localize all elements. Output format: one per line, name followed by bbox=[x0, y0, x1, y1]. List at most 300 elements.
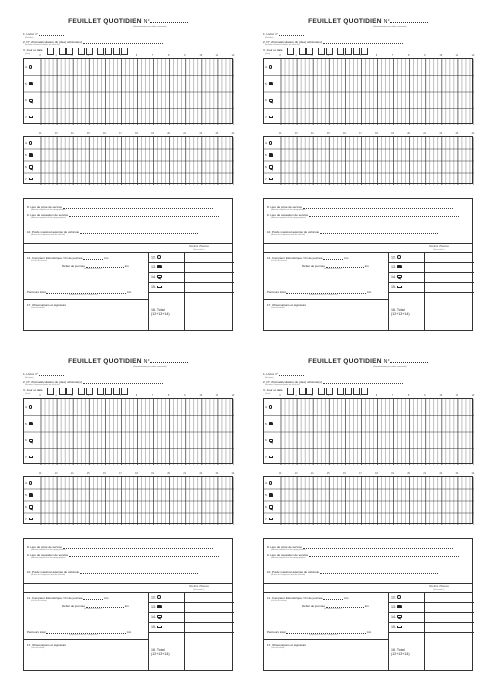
booklet-label: 1. Livret n° bbox=[23, 32, 38, 36]
hours-count-header: Nombre d'heures bbox=[189, 245, 209, 248]
row-number: 7. bbox=[265, 454, 268, 459]
total-row-13 bbox=[151, 605, 162, 609]
grand-total-label: 16. Total bbox=[151, 648, 165, 652]
sheet-number-field[interactable] bbox=[150, 17, 188, 23]
magnifier-icon bbox=[397, 255, 401, 259]
daily-sheet bbox=[263, 357, 473, 672]
hour-label: 21 bbox=[423, 471, 427, 475]
summary-panel bbox=[263, 538, 473, 671]
hour-label: 2 bbox=[311, 53, 313, 57]
odometer-note: (à la fin du service) bbox=[31, 600, 47, 603]
hour-label: 11 bbox=[215, 53, 219, 57]
grid-lines bbox=[24, 59, 234, 125]
total-12-label: 12. bbox=[391, 595, 396, 600]
booklet-line bbox=[23, 32, 64, 36]
hours-total-field[interactable] bbox=[185, 593, 233, 670]
observations-note: (Visa du salarié) bbox=[271, 647, 285, 650]
odometer-note: (à la fin du service) bbox=[271, 600, 287, 603]
divider bbox=[264, 299, 388, 300]
grand-total-label: 16. Total bbox=[391, 308, 405, 312]
bed-icon bbox=[29, 116, 34, 118]
observations-area[interactable] bbox=[266, 311, 386, 329]
observations-label: 17. Observations et signature bbox=[27, 643, 67, 647]
row-number: 5. bbox=[25, 81, 28, 86]
row-number: 7. bbox=[265, 114, 268, 119]
hour-label: 1 bbox=[295, 53, 297, 57]
time-grid-bottom[interactable] bbox=[263, 476, 473, 524]
start-day-label: Début de journée bbox=[302, 264, 326, 268]
hours-count-note: (Sous-total h) bbox=[193, 588, 205, 591]
hour-label: 14 bbox=[70, 471, 74, 475]
hour-label: 7 bbox=[151, 53, 154, 57]
registration-field[interactable] bbox=[83, 380, 163, 384]
km-unit: km bbox=[127, 290, 132, 294]
observations-area[interactable] bbox=[266, 651, 386, 669]
hour-label: 4 bbox=[343, 393, 345, 397]
grand-total bbox=[391, 648, 410, 657]
truck-icon bbox=[29, 82, 34, 85]
activity-row-label bbox=[265, 517, 273, 521]
truck-icon bbox=[269, 493, 274, 496]
observations-note: (Visa du salarié) bbox=[31, 307, 45, 310]
observations-area[interactable] bbox=[26, 311, 146, 329]
start-day-note: (au début du service) bbox=[84, 268, 102, 271]
observations-label: 17. Observations et signature bbox=[27, 303, 67, 307]
bed-icon bbox=[397, 286, 402, 288]
activity-row-label bbox=[25, 481, 32, 485]
title-text: FEUILLET QUOTIDIEN bbox=[308, 358, 382, 365]
hour-label: 12 bbox=[38, 131, 42, 135]
max-weight-field[interactable] bbox=[320, 230, 438, 234]
divider bbox=[264, 639, 388, 640]
bed-icon bbox=[269, 456, 274, 458]
grid-lines bbox=[24, 137, 234, 185]
hour-label: 17 bbox=[359, 471, 362, 475]
hour-label: 4 bbox=[343, 53, 345, 57]
time-grid-bottom[interactable] bbox=[23, 476, 233, 524]
km-unit: km bbox=[367, 290, 372, 294]
booklet-label: 1. Livret n° bbox=[263, 32, 278, 36]
total-12-label: 12. bbox=[391, 255, 396, 260]
service-end-label: 9. Lieu de cessation de service bbox=[267, 553, 309, 557]
bed-icon bbox=[397, 626, 402, 628]
km-unit: km bbox=[364, 604, 369, 608]
total-row-13 bbox=[391, 605, 402, 609]
summary-panel bbox=[263, 198, 473, 331]
booklet-field[interactable] bbox=[39, 32, 64, 36]
registration-field[interactable] bbox=[323, 380, 403, 384]
grand-total-label: 16. Total bbox=[391, 648, 405, 652]
hour-label: 4 bbox=[103, 53, 105, 57]
row-number: 4. bbox=[25, 65, 28, 70]
max-weight-label: 10. Poids maximal autorisé du véhicule bbox=[27, 230, 80, 234]
number-prefix: N° bbox=[143, 19, 150, 25]
registration-field[interactable] bbox=[323, 40, 403, 44]
hours-header-top bbox=[23, 54, 233, 58]
km-unit: km bbox=[344, 256, 349, 260]
km-unit: km bbox=[367, 630, 372, 634]
hour-label: 8 bbox=[167, 53, 170, 57]
number-prefix: N° bbox=[383, 19, 390, 25]
summary-panel bbox=[23, 538, 233, 671]
hour-label: 0 bbox=[279, 53, 281, 57]
magnifier-icon bbox=[269, 65, 273, 69]
bed-icon bbox=[157, 626, 162, 628]
envelope-icon bbox=[157, 275, 162, 278]
time-grid-top[interactable] bbox=[263, 398, 473, 464]
activity-row-label bbox=[25, 493, 33, 497]
service-start-label: 8. Lieu de prise de service bbox=[267, 205, 303, 209]
truck-icon bbox=[397, 265, 402, 268]
hour-label: 14 bbox=[310, 471, 314, 475]
total-15-label: 15. bbox=[151, 625, 156, 629]
activity-row-label bbox=[265, 493, 273, 497]
total-15-label: 15. bbox=[391, 625, 396, 629]
odometer-field[interactable] bbox=[323, 256, 343, 260]
time-grid-top[interactable] bbox=[23, 398, 233, 464]
activity-row-label bbox=[265, 405, 272, 409]
hour-label: 10 bbox=[439, 53, 443, 57]
activity-row-label bbox=[265, 422, 273, 426]
envelope-icon bbox=[397, 615, 402, 618]
activity-row-label bbox=[25, 115, 33, 119]
divider bbox=[24, 639, 148, 640]
title-text: FEUILLET QUOTIDIEN bbox=[68, 18, 142, 25]
observations-note: (Visa du salarié) bbox=[271, 307, 285, 310]
truck-icon bbox=[157, 605, 162, 608]
observations-note: (Visa du salarié) bbox=[31, 647, 45, 650]
hour-label: 18 bbox=[135, 131, 138, 135]
total-row-13 bbox=[391, 265, 402, 269]
truck-icon bbox=[157, 265, 162, 268]
service-end-field[interactable] bbox=[69, 213, 219, 217]
booklet-line bbox=[263, 32, 304, 36]
envelope-icon bbox=[29, 99, 34, 102]
sheet-title bbox=[23, 17, 233, 25]
service-start-field[interactable] bbox=[63, 205, 213, 209]
hour-label: 10 bbox=[199, 393, 203, 397]
total-row-15 bbox=[391, 285, 402, 289]
truck-icon bbox=[269, 82, 274, 85]
hour-label: 3 bbox=[87, 53, 89, 57]
activity-row-label bbox=[265, 177, 273, 181]
activity-row-label bbox=[25, 98, 33, 102]
sheet-number-field[interactable] bbox=[390, 357, 428, 363]
date-label: 3. Jour et date bbox=[263, 388, 283, 392]
registration-line bbox=[263, 380, 403, 384]
total-13-label: 13. bbox=[151, 605, 156, 610]
activity-row-label bbox=[265, 82, 273, 86]
total-12-label: 12. bbox=[151, 595, 156, 600]
magnifier-icon bbox=[269, 481, 273, 485]
hours-count-note: (Sous-total h) bbox=[433, 588, 445, 591]
max-weight-note: (Masse de chargement total du véhicule) bbox=[31, 574, 66, 577]
hour-label: 19 bbox=[151, 471, 154, 475]
title-note: (Numérotation par ordre croissant) bbox=[133, 26, 167, 28]
booklet-note: (Numéro) bbox=[25, 376, 34, 379]
envelope-icon bbox=[397, 275, 402, 278]
registration-label: 2. N° d'immatriculation du (des) véhicule(s) bbox=[263, 379, 322, 384]
hour-label: 17 bbox=[119, 131, 122, 135]
hour-label: 15 bbox=[86, 471, 90, 475]
title-note: (Numérotation par ordre croissant) bbox=[133, 366, 167, 368]
bed-icon bbox=[157, 286, 162, 288]
service-start-field[interactable] bbox=[303, 205, 453, 209]
hour-label: 20 bbox=[167, 131, 170, 135]
hour-label: 5 bbox=[119, 53, 122, 57]
truck-icon bbox=[397, 605, 402, 608]
title-text: FEUILLET QUOTIDIEN bbox=[308, 18, 382, 25]
hour-label: 8 bbox=[407, 53, 410, 57]
max-weight-field[interactable] bbox=[80, 230, 198, 234]
activity-row-label bbox=[25, 405, 32, 409]
truck-icon bbox=[29, 422, 34, 425]
max-weight-note: (Masse de chargement total du véhicule) bbox=[271, 574, 306, 577]
max-weight-field[interactable] bbox=[80, 570, 198, 574]
grand-total bbox=[391, 308, 410, 317]
booklet-field[interactable] bbox=[279, 32, 304, 36]
max-weight-field[interactable] bbox=[320, 570, 438, 574]
total-13-label: 13. bbox=[151, 265, 156, 270]
row-number: 6. bbox=[265, 505, 268, 509]
magnifier-icon bbox=[29, 405, 33, 409]
hours-count-header: Nombre d'heures bbox=[189, 585, 209, 588]
booklet-field[interactable] bbox=[39, 372, 64, 376]
divider bbox=[264, 243, 472, 244]
grand-total-label: 16. Total bbox=[151, 308, 165, 312]
truck-icon bbox=[269, 153, 274, 156]
row-number: 7. bbox=[25, 114, 28, 119]
hours-count-note: (Sous-total h) bbox=[193, 248, 205, 251]
hour-label: 11 bbox=[455, 393, 459, 397]
activity-row-label bbox=[25, 422, 33, 426]
hour-label: 15 bbox=[326, 471, 330, 475]
summary-panel bbox=[23, 198, 233, 331]
bed-icon bbox=[29, 178, 34, 180]
registration-label: 2. N° d'immatriculation du (des) véhicule(s) bbox=[263, 39, 322, 44]
odometer-field[interactable] bbox=[83, 596, 103, 600]
hours-total-field[interactable] bbox=[425, 253, 473, 330]
hour-label: 12 bbox=[278, 471, 282, 475]
total-distance-label: Parcours total bbox=[27, 630, 46, 634]
service-start-label: 8. Lieu de prise de service bbox=[267, 545, 303, 549]
odometer-label: 11. Compteur kilométrique / fin de journée bbox=[27, 256, 83, 260]
odometer-note: (à la fin du service) bbox=[31, 260, 47, 263]
registration-note: (Numéro d'immatriculation du véhicule) bbox=[25, 44, 60, 46]
odometer-note: (à la fin du service) bbox=[271, 260, 287, 263]
total-row-14 bbox=[391, 275, 402, 279]
row-number: 5. bbox=[25, 493, 28, 497]
registration-label: 2. N° d'immatriculation du (des) véhicule(s) bbox=[23, 39, 82, 44]
service-end-note: (Adresse complète du lieu géographique) bbox=[271, 557, 306, 560]
total-15-label: 15. bbox=[151, 285, 156, 289]
divider bbox=[264, 583, 472, 584]
divider bbox=[24, 299, 148, 300]
activity-row-label bbox=[25, 65, 32, 69]
row-number: 7. bbox=[265, 517, 268, 521]
grand-total-formula: (12+13+14) bbox=[391, 652, 410, 657]
hour-label: 6 bbox=[135, 393, 138, 397]
hour-label: 6 bbox=[375, 393, 378, 397]
hour-label: 3 bbox=[327, 53, 329, 57]
activity-row-label bbox=[265, 153, 273, 157]
service-start-note: (Adresse complète du lieu géographique) bbox=[31, 209, 66, 212]
activity-row-label bbox=[265, 98, 273, 102]
service-end-field[interactable] bbox=[309, 213, 459, 217]
truck-icon bbox=[29, 153, 34, 156]
hour-label: 17 bbox=[119, 471, 122, 475]
sheet-number-field[interactable] bbox=[150, 357, 188, 363]
grid-lines bbox=[24, 399, 234, 465]
service-start-field[interactable] bbox=[303, 545, 453, 549]
service-end-label: 9. Lieu de cessation de service bbox=[27, 553, 69, 557]
hour-label: 1 bbox=[55, 393, 57, 397]
total-14-label: 14. bbox=[391, 615, 396, 620]
time-grid-top[interactable] bbox=[263, 58, 473, 124]
envelope-icon bbox=[29, 165, 34, 168]
number-prefix: N° bbox=[383, 359, 390, 365]
hour-label: 12 bbox=[471, 53, 475, 57]
service-end-field[interactable] bbox=[309, 553, 459, 557]
registration-field[interactable] bbox=[83, 40, 163, 44]
daily-sheet bbox=[263, 17, 473, 332]
magnifier-icon bbox=[397, 595, 401, 599]
hour-label: 24 bbox=[231, 131, 235, 135]
hour-label: 5 bbox=[359, 393, 362, 397]
time-grid-bottom[interactable] bbox=[263, 136, 473, 184]
service-end-note: (Adresse complète du lieu géographique) bbox=[31, 217, 66, 220]
row-number: 6. bbox=[25, 505, 28, 509]
grand-total-formula: (12+13+14) bbox=[151, 652, 170, 657]
total-row-15 bbox=[151, 625, 162, 629]
hour-label: 2 bbox=[311, 393, 313, 397]
hours-header-top bbox=[263, 54, 473, 58]
hour-label: 11 bbox=[215, 393, 219, 397]
odometer-label: 11. Compteur kilométrique / fin de journée bbox=[267, 596, 323, 600]
hour-label: 12 bbox=[38, 471, 42, 475]
row-number: 4. bbox=[25, 141, 28, 145]
hour-label: 13 bbox=[294, 471, 298, 475]
activity-row-label bbox=[25, 177, 33, 181]
service-start-note: (Adresse complète du lieu géographique) bbox=[271, 209, 306, 212]
sheet-title bbox=[23, 357, 233, 365]
activity-row-label bbox=[25, 165, 33, 169]
date-line bbox=[263, 48, 283, 52]
truck-icon bbox=[29, 493, 34, 496]
envelope-icon bbox=[269, 439, 274, 442]
start-day-label: Début de journée bbox=[62, 264, 86, 268]
km-unit: km bbox=[104, 256, 109, 260]
time-grid-bottom[interactable] bbox=[23, 136, 233, 184]
daily-sheet bbox=[23, 357, 233, 672]
hour-label: 24 bbox=[471, 131, 475, 135]
grid-lines bbox=[264, 137, 474, 185]
date-line bbox=[23, 388, 43, 392]
hours-header-top bbox=[263, 394, 473, 398]
hour-label: 15 bbox=[86, 131, 90, 135]
hour-label: 9 bbox=[184, 393, 186, 397]
envelope-icon bbox=[29, 505, 34, 508]
date-line bbox=[23, 48, 43, 52]
hours-header-bottom bbox=[23, 132, 233, 136]
envelope-icon bbox=[269, 165, 274, 168]
hours-total-field[interactable] bbox=[185, 253, 233, 330]
total-13-label: 13. bbox=[391, 605, 396, 610]
hour-label: 11 bbox=[455, 53, 459, 57]
grand-total bbox=[151, 308, 170, 317]
service-start-note: (Adresse complète du lieu géographique) bbox=[31, 549, 66, 552]
hours-header-bottom bbox=[23, 472, 233, 476]
hour-label: 15 bbox=[326, 131, 330, 135]
row-number: 4. bbox=[25, 405, 28, 410]
hour-label: 3 bbox=[87, 393, 89, 397]
start-day-note: (au début du service) bbox=[324, 608, 342, 611]
km-unit: km bbox=[124, 604, 129, 608]
hour-label: 18 bbox=[375, 131, 378, 135]
booklet-line bbox=[263, 372, 304, 376]
activity-row-label bbox=[265, 481, 272, 485]
total-15-label: 15. bbox=[391, 285, 396, 289]
hour-label: 12 bbox=[278, 131, 282, 135]
hour-label: 23 bbox=[215, 471, 219, 475]
grand-total bbox=[151, 648, 170, 657]
total-row-13 bbox=[151, 265, 162, 269]
time-grid-top[interactable] bbox=[23, 58, 233, 124]
magnifier-icon bbox=[269, 141, 273, 145]
total-row-12 bbox=[391, 595, 401, 600]
magnifier-icon bbox=[29, 481, 33, 485]
total-row-15 bbox=[151, 285, 162, 289]
total-14-label: 14. bbox=[391, 275, 396, 280]
service-end-field[interactable] bbox=[69, 553, 219, 557]
date-note: (Jour) bbox=[265, 393, 271, 395]
odometer-field[interactable] bbox=[83, 256, 103, 260]
hour-label: 10 bbox=[439, 393, 443, 397]
hour-label: 2 bbox=[71, 53, 73, 57]
row-number: 5. bbox=[25, 421, 28, 426]
hour-label: 7 bbox=[391, 393, 394, 397]
hour-label: 22 bbox=[199, 131, 203, 135]
row-number: 7. bbox=[25, 454, 28, 459]
registration-note: (Numéro d'immatriculation du véhicule) bbox=[25, 384, 60, 386]
service-start-field[interactable] bbox=[63, 545, 213, 549]
hour-label: 12 bbox=[231, 53, 235, 57]
odometer-field[interactable] bbox=[323, 596, 343, 600]
hour-label: 18 bbox=[135, 471, 138, 475]
start-day-label: Début de journée bbox=[62, 604, 86, 608]
km-unit: km bbox=[124, 264, 129, 268]
hour-label: 14 bbox=[310, 131, 314, 135]
sheet-number-field[interactable] bbox=[390, 17, 428, 23]
total-distance-note: (Différence entre les 2 compteurs) bbox=[309, 634, 338, 637]
bed-icon bbox=[269, 116, 274, 118]
observations-area[interactable] bbox=[26, 651, 146, 669]
hours-total-field[interactable] bbox=[425, 593, 473, 670]
km-unit: km bbox=[344, 596, 349, 600]
hours-count-note: (Sous-total h) bbox=[433, 248, 445, 251]
hour-label: 20 bbox=[407, 131, 410, 135]
hour-label: 12 bbox=[231, 393, 235, 397]
hour-label: 1 bbox=[55, 53, 57, 57]
hour-label: 17 bbox=[359, 131, 362, 135]
hour-label: 3 bbox=[327, 393, 329, 397]
row-number: 6. bbox=[25, 98, 28, 103]
booklet-field[interactable] bbox=[279, 372, 304, 376]
booklet-note: (Numéro) bbox=[265, 36, 274, 39]
observations-label: 17. Observations et signature bbox=[267, 303, 307, 307]
row-number: 5. bbox=[265, 421, 268, 426]
row-number: 6. bbox=[265, 438, 268, 443]
